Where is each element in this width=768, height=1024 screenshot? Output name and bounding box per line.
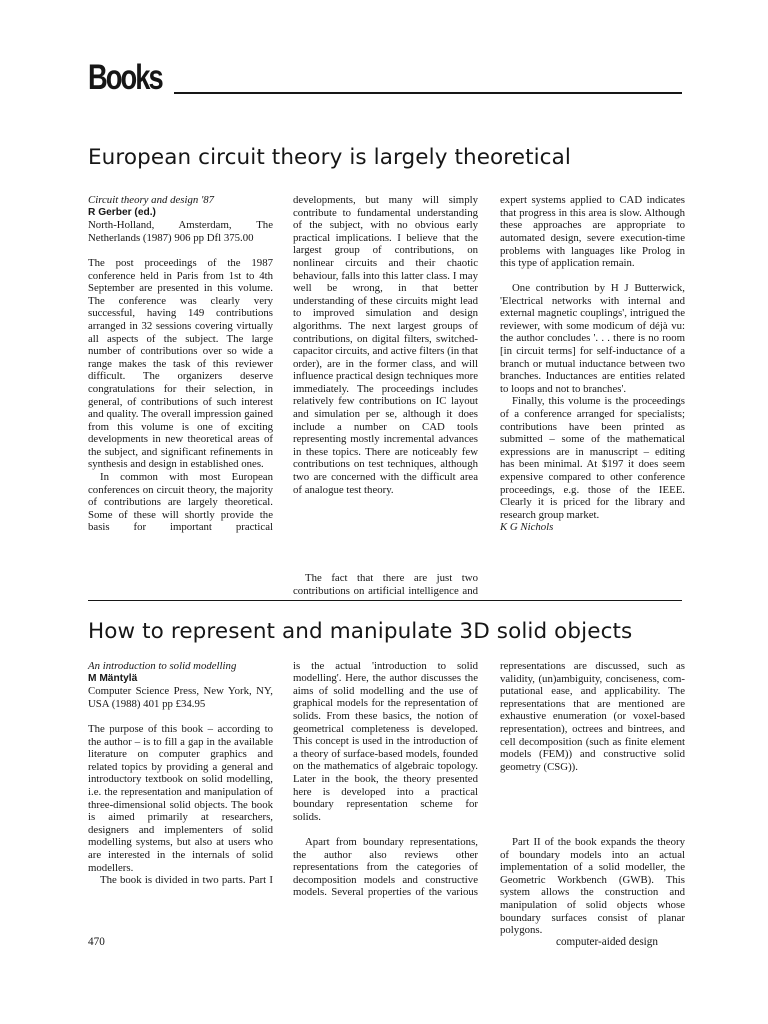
- review1-column-1: [88, 194, 273, 534]
- review2-paragraph-4: Part II of the book expands the theory of boundary models into an actual implementation of a solid modeller, the Geometric Workbench (GWB). This system allows the construction and manipulation of solid objects whose boundary surfaces consist of planar polygons.: [500, 836, 685, 937]
- review2-column-2: [293, 660, 478, 899]
- section-header: [88, 58, 682, 98]
- review1-column-2: [293, 194, 478, 597]
- review2-paragraph-2-tail: is the actual 'introduction to solid modelling'. Here, the author discusses the aims of solid modelling and the use of graphical models for the representation of solids. From these basics, the notion of geometrical completeness is developed. This concept is used in the introduction of a theory of surface-based models, founded on the mathematics of algebraic topology. Later in the book, the theory presented here is developed into a practical boundary representation scheme for solids.: [293, 660, 478, 823]
- review2-paragraph-3-continued: [500, 660, 685, 836]
- review2-publisher: Computer Science Press, New York, NY, USA (1988) 401 pp £34.95: [88, 685, 273, 710]
- review2-paragraph-1: The purpose of this book – according to the author – is to fill a gap in the available literature on computer graphics and related topics by providing a general and introductory textbook on solid modelling, i.e. the representation and manipulation of three-dimensional solid objects. The book is aimed primarily at researchers, designers and implementers of solid modelling systems, but also at users who are interested in the internals of solid modellers.: [88, 722, 273, 874]
- review1-column-3: [500, 194, 685, 534]
- review1-paragraph-5: Finally, this volume is the proceedings of a conference arranged for specialists; contributions have been printed as submitted – some of the mathematical expressions are in manuscript – editing has been minimal. At $197 it does seem expensive compared to other conference proceedings, e.g. those of the IEEE. Clearly it is priced for the library and research group market.: [500, 395, 685, 521]
- review2-author: M Mäntylä: [88, 672, 138, 684]
- review1-paragraph-3-continued: [500, 194, 685, 282]
- review1-paragraph-3-tail: expert systems applied to CAD indicates that progress in this area is slow. Although these approaches are appropriate to automated design, severe execution-time problems with languages like Prolog in this type of application remain.: [500, 194, 685, 270]
- review1-publisher: North-Holland, Amsterdam, The Netherlands (1987) 906 pp Dfl 375.00: [88, 219, 273, 244]
- review2-paragraph-2-continued: [293, 660, 478, 836]
- review1-editor: R Gerber (ed.): [88, 206, 156, 218]
- review2-paragraph-3-tail: representations are discussed, such as validity, (un)ambiguity, conciseness, computational ease, and applicability. The representations that are mentioned are exhaustive enumeration (or voxel-based representation), octrees and bintrees, and cell decomposition (such as finite element models (FEM)) and constructive solid geometry (CSG)).: [500, 660, 685, 773]
- review2-column-1: [88, 660, 273, 887]
- review2-title: How to represent and manipulate 3D solid objects: [88, 619, 633, 644]
- review2-paragraph-3: Apart from boundary representations, the author also reviews other representations from the categories of decomposition models and constructive models. Several properties of the various: [293, 836, 478, 899]
- page-number: 470: [88, 936, 105, 948]
- section-divider: [88, 600, 682, 601]
- review2-column-3: [500, 660, 685, 937]
- review1-reviewer: K G Nichols: [500, 521, 554, 534]
- review2-book-title: An introduction to solid modelling: [88, 660, 237, 672]
- review1-title: European circuit theory is largely theoretical: [88, 145, 571, 170]
- header-rule: [174, 92, 682, 94]
- review1-paragraph-3: The fact that there are just two contributions on artificial intelligence and: [293, 572, 478, 597]
- journal-name: computer-aided design: [556, 936, 658, 948]
- review2-paragraph-2: The book is divided in two parts. Part I: [100, 874, 273, 887]
- review1-paragraph-2: In common with most European conferences on circuit theory, the majority of contributions are largely theoretical. Some of these will shortly provide the basis for important practical: [88, 471, 273, 534]
- review1-paragraph-2-continued: [293, 194, 478, 572]
- review1-paragraph-1: The post proceedings of the 1987 conference held in Paris from 1st to 4th September are presented in this volume. The conference was clearly very successful, having 149 contributions arranged in 32 sessions covering virtually all aspects of the subject. The large number of contributions over so wide a range makes the task of this reviewer difficult. The organizers deserve congratulations for their selection, in general, of contributions of such interest and quality. The overall impression gained from this volume is one of exciting developments in new theoretical areas of the subject, and significant refinements in synthesis and design in established ones.: [88, 256, 273, 471]
- review1-paragraph-2-tail: developments, but many will simply contribute to fundamental understanding of the subject, with no obvious early practical implications. I believe that the largest group of contributions, on nonlinear circuits and their chaotic behaviour, falls into this latter class. I may well be wrong, in that better understanding of these circuits might lead to improved simulation and design algorithms. The next largest groups of contributions, on digital filters, switched-capacitor circuits, and active filters (in that order), are in the former class, and will influence practical design techniques more immediately. The proceedings includes relatively few contributions on IC layout and simulation per se, although it does include a number on CAD tools representing mostly incremental advances in these topics. There are noticeably few contributions on test techniques, although two are concerned with the difficult area of analogue test theory.: [293, 194, 478, 496]
- review1-book-title: Circuit theory and design '87: [88, 194, 215, 206]
- section-title: Books: [88, 58, 162, 97]
- review1-paragraph-4: One contribution by H J Butterwick, 'Electrical networks with internal and external magnetic couplings', intrigued the reviewer, with some modicum of déjà vu: the author concludes '. . . there is no room [in circuit terms] for self-inductance of a branch or mutual inductance between two branches. Inductances are entities related to loops and not to branches'.: [500, 282, 685, 395]
